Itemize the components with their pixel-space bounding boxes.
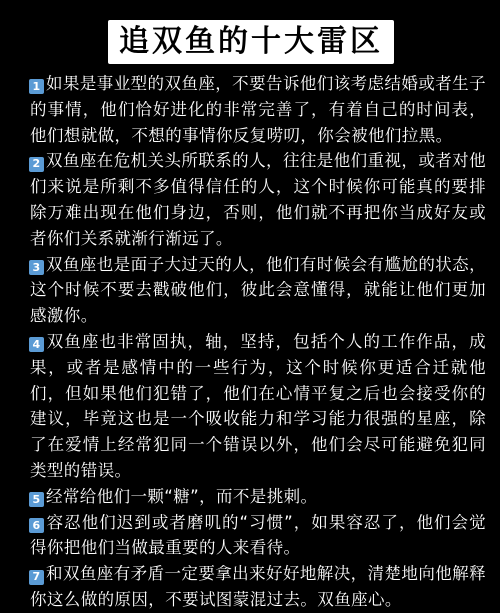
list-item (30, 252, 486, 329)
list-item-text: 和双鱼座有矛盾一定要拿出来好好地解决，清楚地向他解释你这么做的原因，不要试图蒙混过去。双鱼座心。 (30, 564, 486, 609)
list-item-text: 双鱼座在危机关头所联系的人，往往是他们重视，或者对他们来说是所剩不多值得信任的人，这个时候你可能真的要排除万难出现在他们身边，否则，他们就不再把你当成好友或者你们关系就渐行渐远了。 (30, 151, 486, 248)
number-badge-icon: 1 (29, 79, 44, 94)
number-badge-icon: 5 (29, 492, 44, 507)
title-banner (108, 20, 394, 64)
number-badge-icon: 4 (29, 337, 44, 352)
page-title: 追双鱼的十大雷区 (119, 24, 383, 59)
list-item (30, 561, 486, 613)
list-item (30, 510, 486, 562)
number-badge-icon: 7 (29, 570, 44, 585)
list-item-text: 双鱼座也非常固执，轴，坚持，包括个人的工作作品，成果，或者是感情中的一些行为，这个时候你更适合迁就他们，但如果他们犯错了，他们在心情平复之后也会接受你的建议，毕竟这也是一个吸收能力和学习能力很强的星座，除了在爱情上经常犯同一个错误以外，他们会尽可能避免犯同类型的错误。 (30, 331, 486, 480)
list-item-text: 容忍他们迟到或者磨叽的“习惯”，如果容忍了，他们会觉得你把他们当做最重要的人来看待。 (30, 512, 486, 558)
list-item (30, 484, 486, 510)
list-item (30, 329, 486, 484)
number-badge-icon: 6 (29, 518, 44, 533)
number-badge-icon: 3 (29, 260, 44, 275)
article-body (30, 71, 486, 613)
number-badge-icon: 2 (29, 157, 44, 172)
list-item (30, 71, 486, 148)
list-item (30, 148, 486, 251)
list-item-text: 如果是事业型的双鱼座，不要告诉他们该考虑结婚或者生子的事情，他们恰好进化的非常完善了，有着自己的时间表，他们想就做，不想的事情你反复唠叨，你会被他们拉黑。 (30, 74, 486, 145)
list-item-text: 双鱼座也是面子大过天的人，他们有时候会有尴尬的状态，这个时候不要去戳破他们，彼此会意懂得，就能让他们更加感激你。 (30, 254, 486, 326)
list-item-text: 经常给他们一颗“糖”，而不是挑刺。 (46, 486, 318, 506)
